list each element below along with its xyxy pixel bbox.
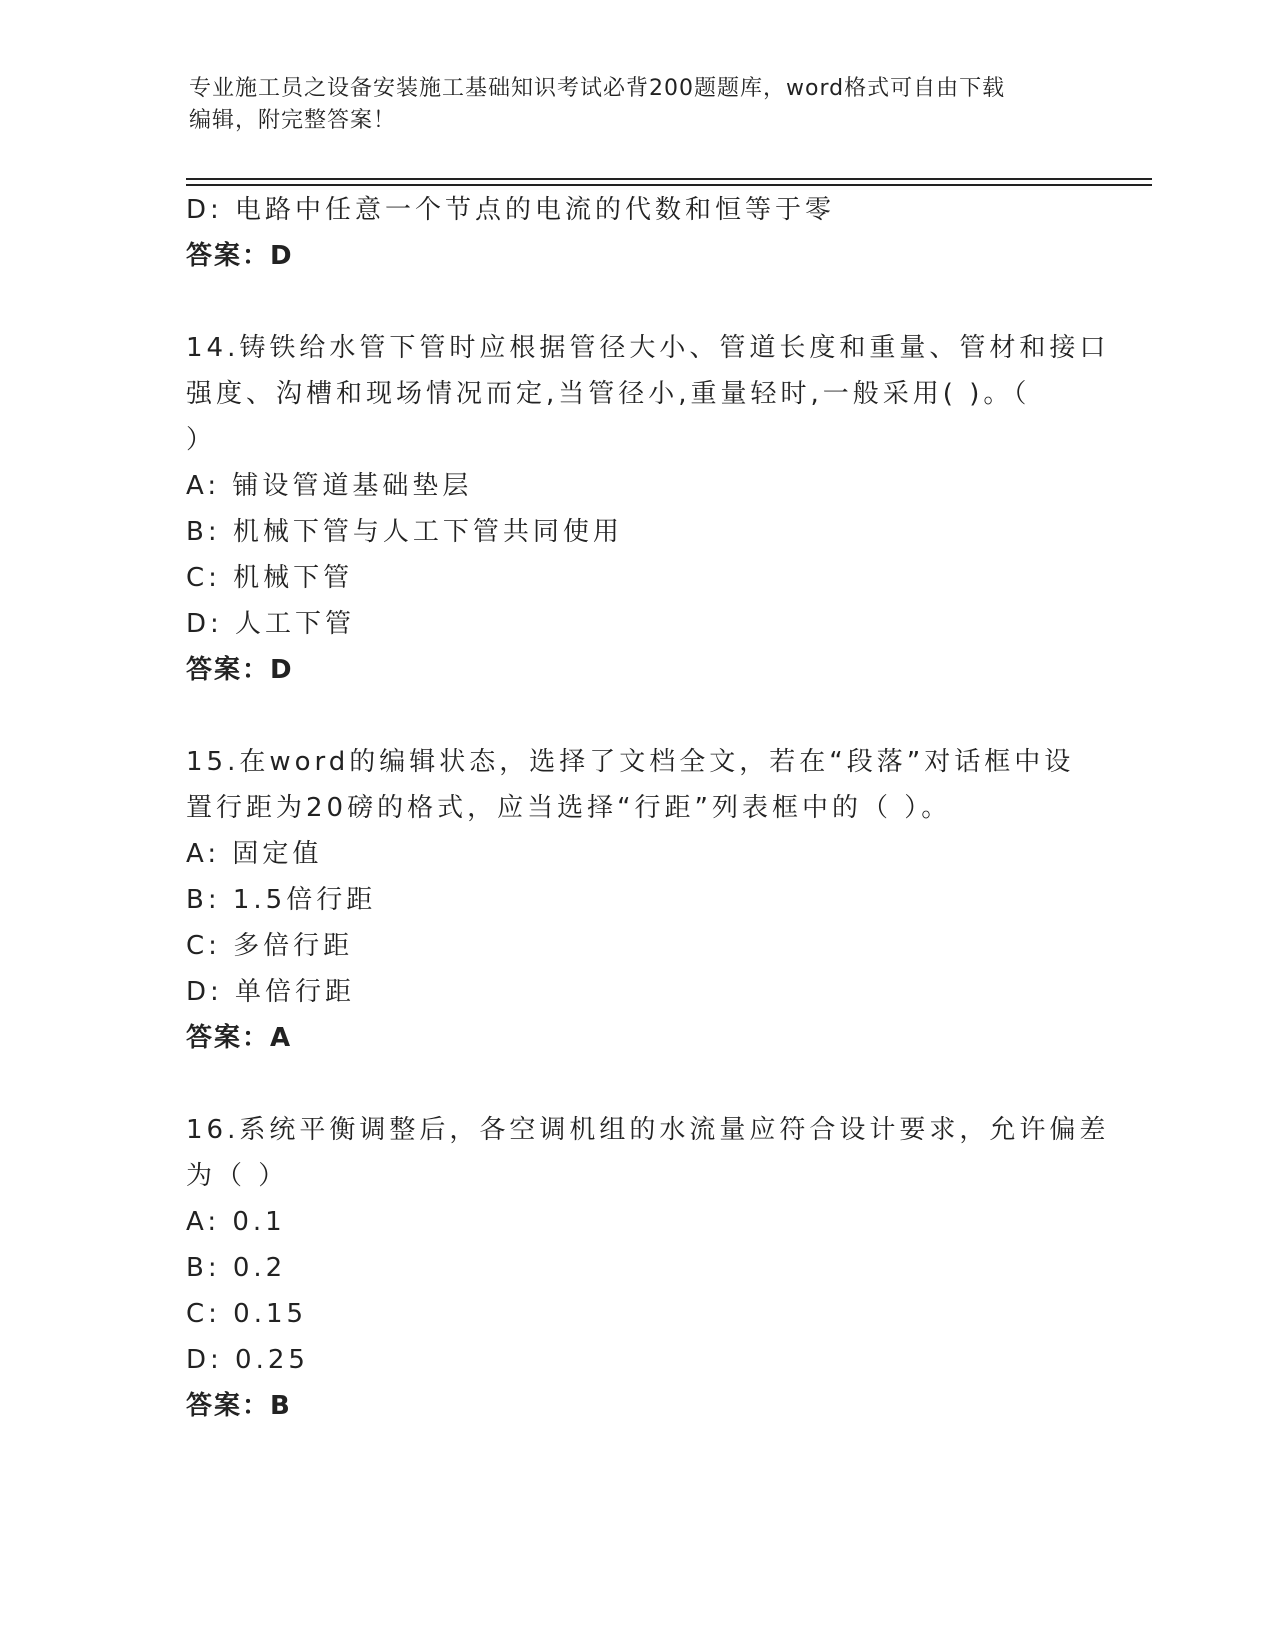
option-d: D: 人工下管 [186,609,356,639]
option-b: B: 机械下管与人工下管共同使用 [186,517,623,547]
answer-line: 答案：D [186,655,294,685]
question-text-line: 15.在word的编辑状态，选择了文档全文，若在“段落”对话框中设 [186,747,1075,777]
question-16 [186,1107,1110,1429]
option-a: A: 铺设管道基础垫层 [186,471,473,501]
question-text-line: 为（ ） [186,1161,289,1191]
question-text-line: 16.系统平衡调整后，各空调机组的水流量应符合设计要求，允许偏差 [186,1115,1110,1145]
option-d: D: 单倍行距 [186,977,356,1007]
answer-line: 答案：A [186,1023,293,1053]
option-c: C: 多倍行距 [186,931,354,961]
document-body [186,187,1110,1429]
header-rule-bottom [186,184,1152,186]
question-text-line: 14.铸铁给水管下管时应根据管径大小、管道长度和重量、管材和接口 [186,333,1110,363]
question-15 [186,739,1086,1061]
header-line-1: 专业施工员之设备安装施工基础知识考试必背200题题库，word格式可自由下载 [189,76,1006,101]
spacer [186,279,1086,325]
page-header [189,73,1089,137]
header-rule-top [186,178,1152,180]
option-d: D: 电路中任意一个节点的电流的代数和恒等于零 [186,195,836,225]
option-a: A: 固定值 [186,839,323,869]
answer-line: 答案：D [186,241,294,271]
carryover-block [186,187,1086,279]
option-b: B: 1.5倍行距 [186,885,377,915]
answer-line: 答案：B [186,1391,292,1421]
question-text-line: 强度、沟槽和现场情况而定,当管径小,重量轻时,一般采用( )。（ [186,379,1031,409]
spacer [186,693,1086,739]
option-b: B: 0.2 [186,1253,287,1283]
option-a: A: 0.1 [186,1207,286,1237]
option-c: C: 0.15 [186,1299,308,1329]
option-c: C: 机械下管 [186,563,354,593]
spacer [186,1061,1086,1107]
question-text-line: ） [186,425,217,455]
header-line-2: 编辑，附完整答案！ [189,108,397,133]
option-d: D: 0.25 [186,1345,309,1375]
question-14 [186,325,1110,693]
question-text-line: 置行距为20磅的格式，应当选择“行距”列表框中的（ ）。 [186,793,952,823]
